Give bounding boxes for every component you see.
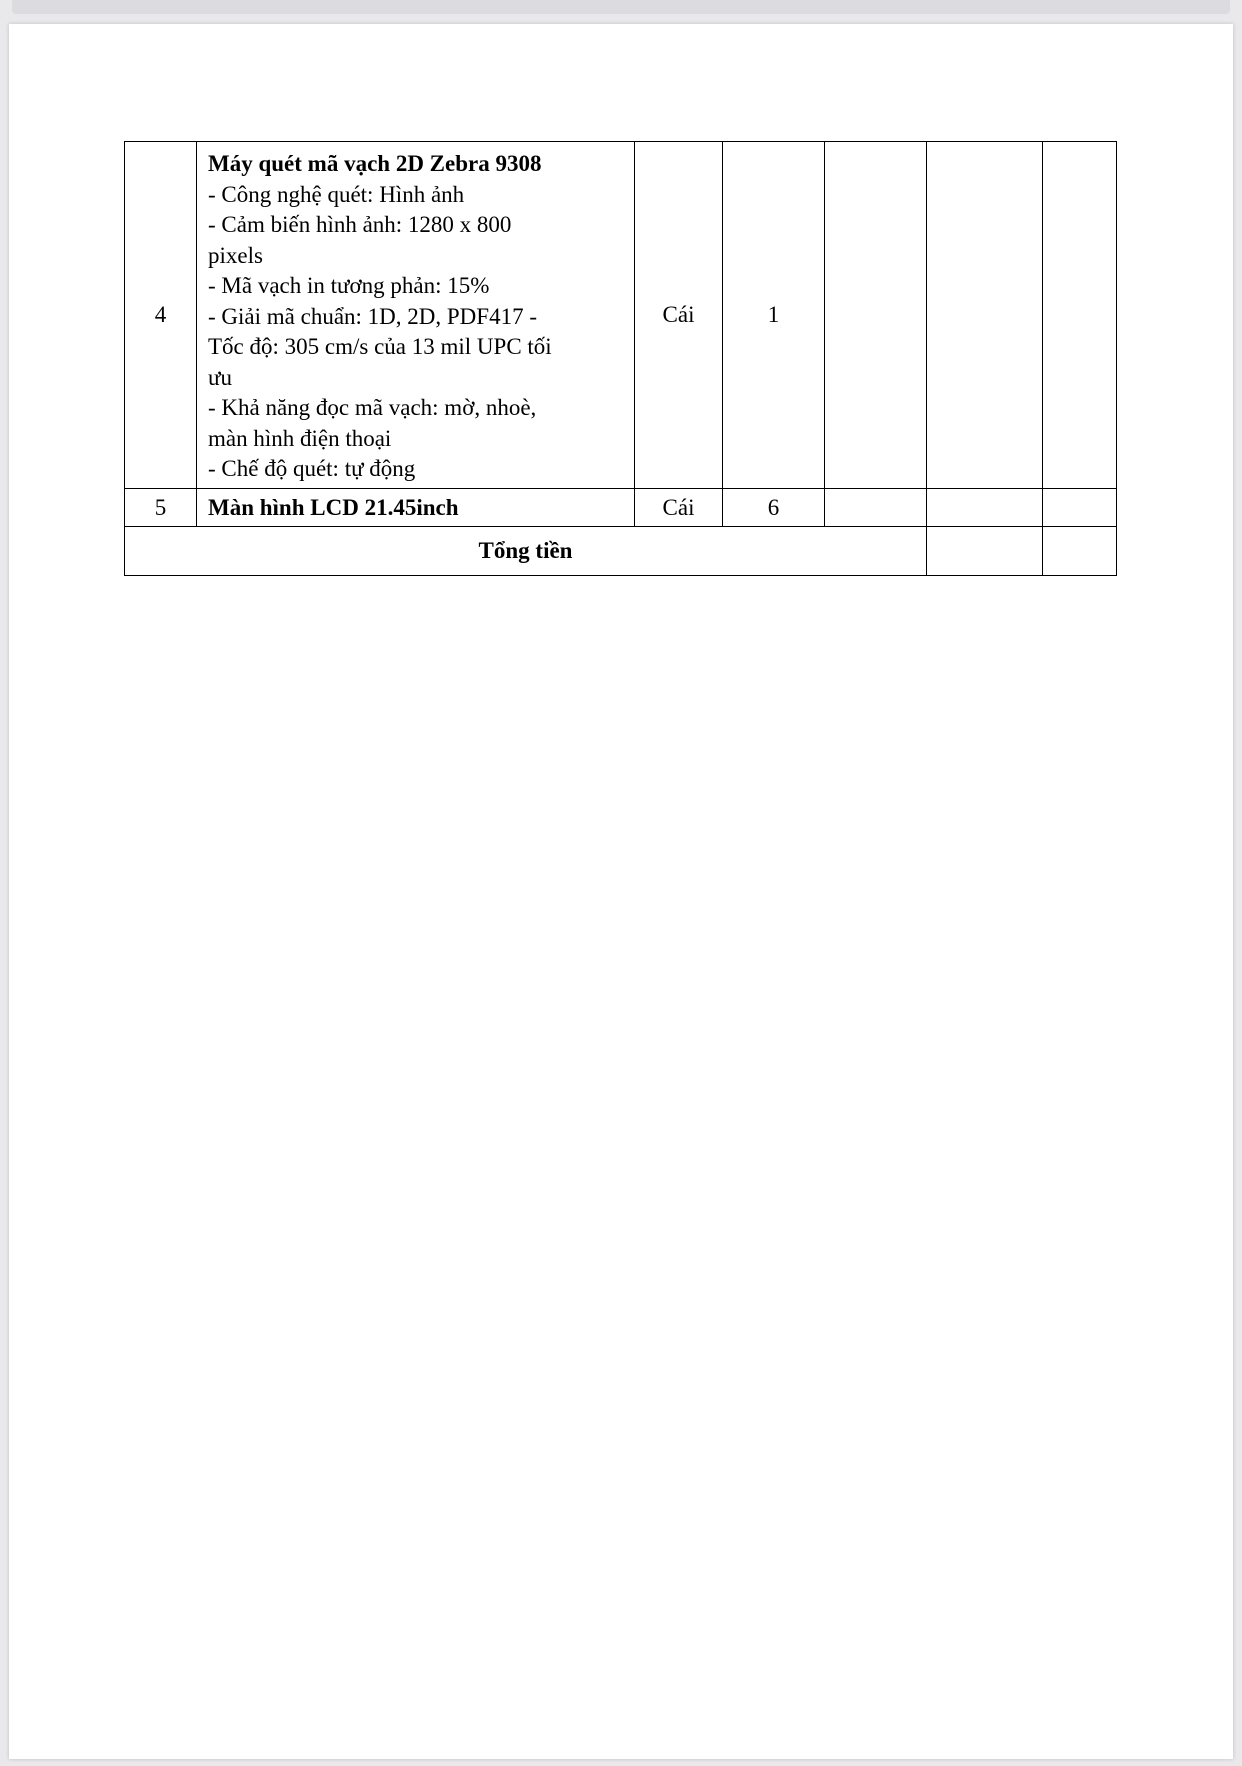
item-description (197, 489, 635, 527)
quantity-cell: 1 (723, 142, 825, 489)
total-row (125, 527, 1117, 576)
empty-cell (1043, 527, 1117, 576)
total-label: Tổng tiền (125, 527, 927, 576)
unit-cell: Cái (635, 142, 723, 489)
empty-cell (825, 142, 927, 489)
spec-line: pixels (208, 242, 263, 268)
spec-line: - Khả năng đọc mã vạch: mờ, nhoè, (208, 395, 537, 421)
empty-cell (825, 489, 927, 527)
empty-cell (927, 142, 1043, 489)
item-description (197, 142, 635, 489)
item-name: Máy quét mã vạch 2D Zebra 9308 (208, 151, 542, 177)
empty-cell (1043, 489, 1117, 527)
spec-line: Tốc độ: 305 cm/s của 13 mil UPC tối (208, 334, 552, 360)
spec-line: màn hình điện thoại (208, 425, 392, 451)
spec-line: - Giải mã chuẩn: 1D, 2D, PDF417 - (208, 303, 537, 329)
empty-cell (927, 527, 1043, 576)
empty-cell (927, 489, 1043, 527)
spec-line: - Công nghệ quét: Hình ảnh (208, 181, 465, 207)
table-row (125, 142, 1117, 489)
row-number: 4 (125, 142, 197, 489)
spec-line: - Mã vạch in tương phản: 15% (208, 273, 490, 299)
table-row (125, 489, 1117, 527)
quantity-cell: 6 (723, 489, 825, 527)
empty-cell (1043, 142, 1117, 489)
spec-line: ưu (208, 364, 232, 390)
row-number: 5 (125, 489, 197, 527)
window-top-strip (12, 0, 1230, 14)
unit-cell: Cái (635, 489, 723, 527)
spec-line: - Chế độ quét: tự động (208, 456, 416, 482)
spec-line: - Cảm biến hình ảnh: 1280 x 800 (208, 212, 512, 238)
item-name: Màn hình LCD 21.45inch (208, 494, 459, 520)
items-table (124, 141, 1117, 576)
document-page (9, 24, 1233, 1759)
